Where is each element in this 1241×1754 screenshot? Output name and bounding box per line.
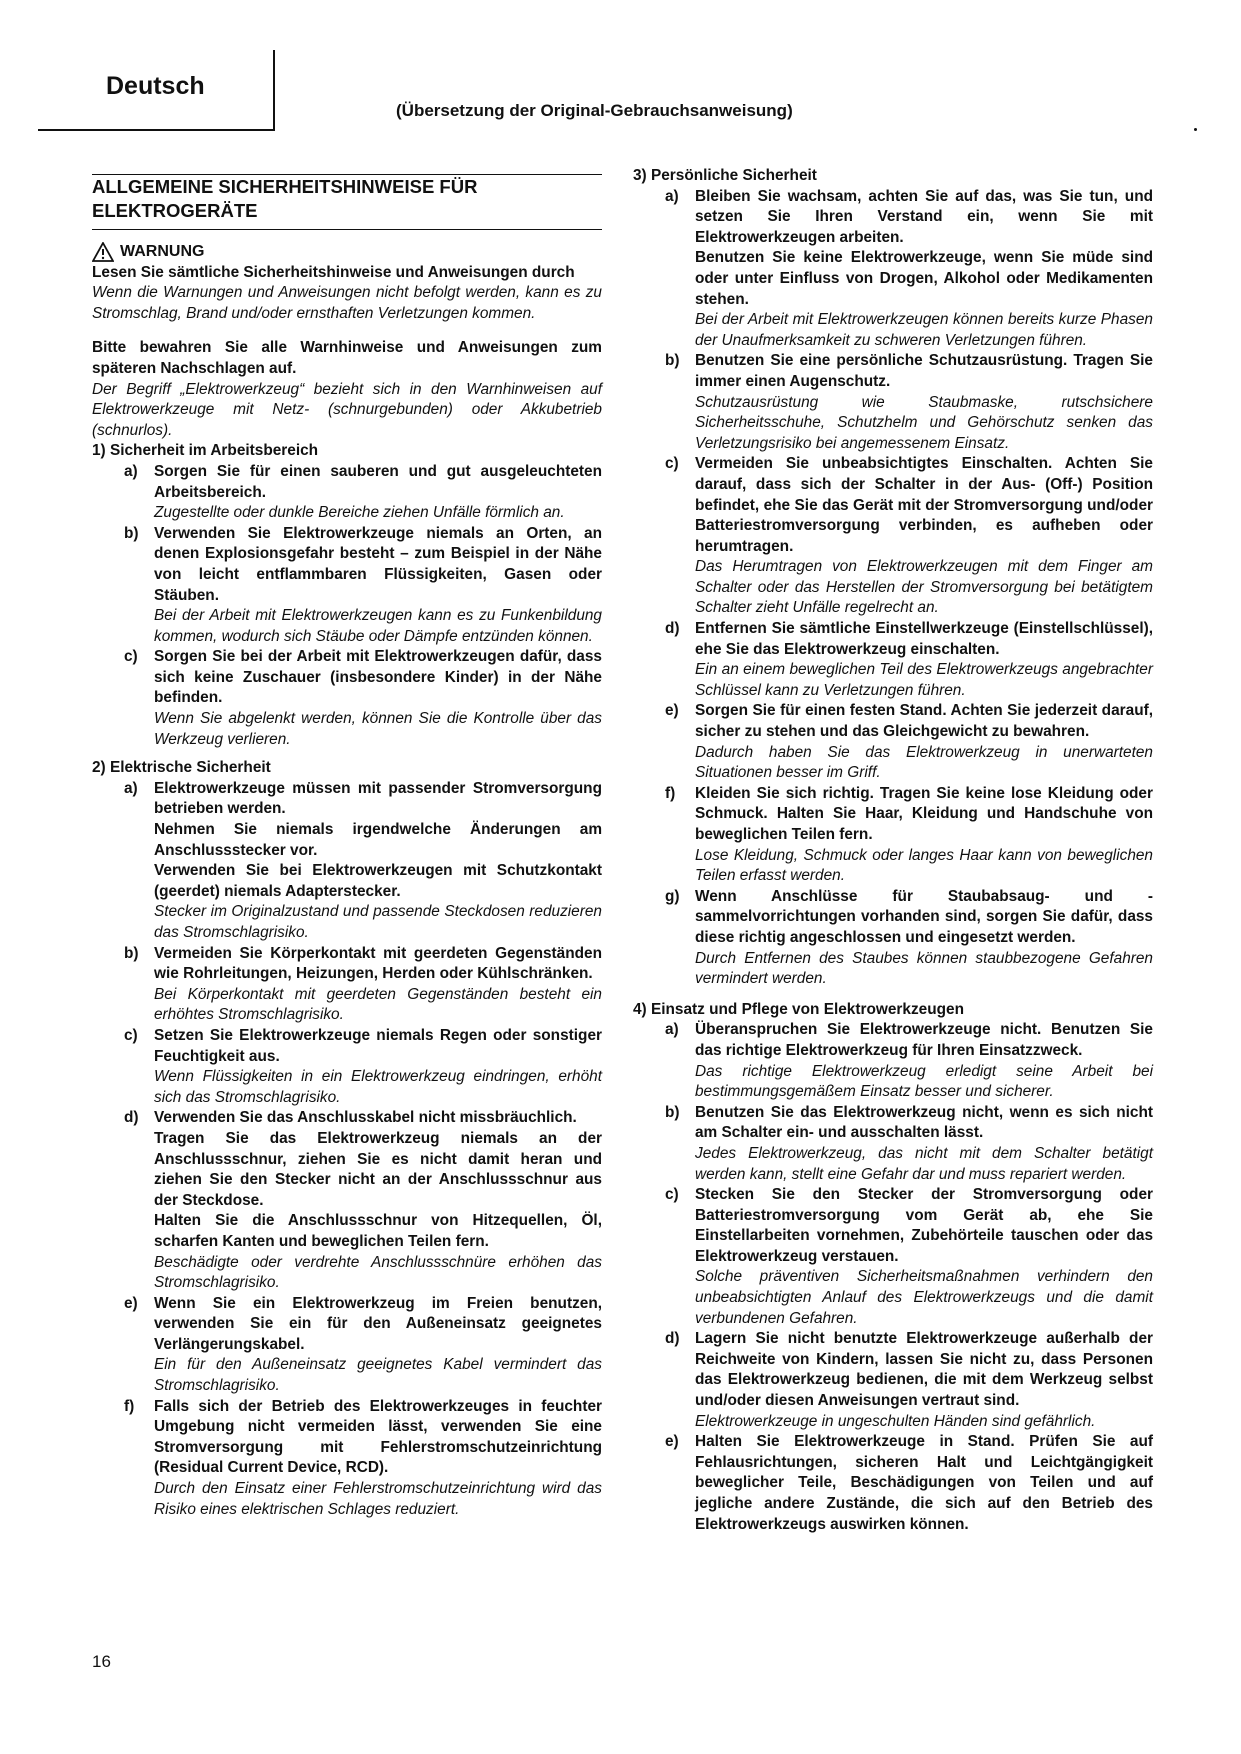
warning-heading — [92, 242, 602, 263]
section-title: ALLGEMEINE SICHERHEITSHINWEISE FÜR ELEKTROGERÄTE — [92, 174, 602, 230]
list-item: e) Halten Sie Elektrowerkzeuge in Stand. Prüfen Sie auf Fehlausrichtungen, sicheren Halt und Leichtgängigkeit beweglicher Teile, Beschädigungen von Teilen und auf jegliche andere Zustände, die sich auf den Betrieb des Elektrowerkzeugs auswirken können. — [665, 1433, 1153, 1533]
list-item: b) Benutzen Sie eine persönliche Schutzausrüstung. Tragen Sie immer einen Augenschutz. Schutzausrüstung wie Staubmaske, rutschsichere Sicherheitsschuhe, Schutzhelm und Gehörschutz senken das Verletzungsrisiko bei angemessenem Einsatz. — [665, 352, 1153, 452]
section-heading: 4) Einsatz und Pflege von Elektrowerkzeugen — [633, 1000, 964, 1018]
list-item: c) Stecken Sie den Stecker der Stromversorgung oder Batteriestromversorgung vom Gerät ab, ehe Sie Einstellarbeiten vornehmen, Zubehörteile tauschen oder das Elektrowerkzeug verstauen. Solche präventiven Sicherheitsmaßnahmen verhindern den unbeabsichtigten Anlauf des Elektrowerkzeugs und die damit verbundenen Gefahren. — [665, 1186, 1153, 1327]
language-label: Deutsch — [106, 72, 205, 100]
list-item: a) Elektrowerkzeuge müssen mit passender Stromversorgung betrieben werden. Nehmen Sie niemals irgendwelche Änderungen am Anschlussstecker vor. Verwenden Sie bei Elektrowerkzeugen mit Schutzkontakt (geerdet) niemals Adapterstecker. Stecker im Originalzustand und passende Steckdosen reduzieren das Stromschlagrisiko. — [124, 779, 602, 941]
list-item: e) Wenn Sie ein Elektrowerkzeug im Freien benutzen, verwenden Sie ein für den Außeneinsatz geeignetes Verlängerungskabel. Ein für den Außeneinsatz geeignetes Kabel vermindert das Stromschlagrisiko. — [124, 1294, 602, 1395]
warning-italic-text: Wenn die Warnungen und Anweisungen nicht befolgt werden, kann es zu Stromschlag, Brand und/oder ernsthaften Verletzungen kommen. — [92, 284, 602, 322]
list-item: c) Sorgen Sie bei der Arbeit mit Elektrowerkzeugen dafür, dass sich keine Zuschauer (insbesondere Kinder) in der Nähe befinden. Wenn Sie abgelenkt werden, können Sie die Kontrolle über das Werkzeug verlieren. — [124, 648, 602, 748]
document-subtitle: (Übersetzung der Original-Gebrauchsanweisung) — [396, 101, 793, 120]
list-item: d) Verwenden Sie das Anschlusskabel nicht missbräuchlich. Tragen Sie das Elektrowerkzeug niemals an der Anschlussschnur, ziehen Sie es nicht damit heran und ziehen Sie den Stecker nicht an der Anschlussschnur aus der Steckdose. Halten Sie die Anschlussschnur von Hitzequellen, Öl, scharfen Kanten und beweglichen Teilen fern. Beschädigte oder verdrehte Anschlussschnüre erhöhen das Stromschlagrisiko. — [124, 1109, 602, 1292]
section-heading: 3) Persönliche Sicherheit — [633, 167, 817, 184]
list-item: c) Vermeiden Sie unbeabsichtigtes Einschalten. Achten Sie darauf, dass sich der Schalter in der Aus- (Off-) Position befindet, ehe Sie das Gerät mit der Stromversorgung und/oder Batteriestromversorgung verbinden, es aufheben oder herumtragen. Das Herumtragen von Elektrowerkzeugen mit dem Finger am Schalter oder das Herstellen der Stromversorgung bei betätigtem Schalter zieht Unfälle regelrecht an. — [665, 455, 1153, 617]
list-item: d) Entfernen Sie sämtliche Einstellwerkzeuge (Einstellschlüssel), ehe Sie das Elektrowerkzeug einschalten. Ein an einem beweglichen Teil des Elektrowerkzeugs angebrachter Schlüssel kann zu Verletzungen führen. — [665, 620, 1153, 699]
list-item: b) Benutzen Sie das Elektrowerkzeug nicht, wenn es sich nicht am Schalter ein- und ausschalten lässt. Jedes Elektrowerkzeug, das nicht mit dem Schalter betätigt werden kann, stellt eine Gefahr dar und muss repariert werden. — [665, 1103, 1153, 1183]
section-heading: 1) Sicherheit im Arbeitsbereich — [92, 442, 319, 460]
list-item: d) Lagern Sie nicht benutzte Elektrowerkzeuge außerhalb der Reichweite von Kindern, lassen Sie nicht zu, dass Personen das Elektrowerkzeug bedienen, die mit dem Werkzeug selbst und/oder diesen Anweisungen vertraut sind. Elektrowerkzeuge in ungeschulten Händen sind gefährlich. — [665, 1330, 1153, 1430]
list-item: a) Bleiben Sie wachsam, achten Sie auf das, was Sie tun, und setzen Sie Ihren Verstand ein, wenn Sie mit Elektrowerkzeugen arbeiten. Benutzen Sie keine Elektrowerkzeuge, wenn Sie müde sind oder unter Einfluss von Drogen, Alkohol oder Medikamenten stehen. Bei der Arbeit mit Elektrowerkzeugen können bereits kurze Phasen der Unaufmerksamkeit zu schweren Verletzungen führen. — [665, 187, 1153, 349]
list-item: b) Vermeiden Sie Körperkontakt mit geerdeten Gegenständen wie Rohrleitungen, Heizungen, Herden oder Kühlschränken. Bei Körperkontakt mit geerdeten Gegenständen besteht ein erhöhtes Stromschlagrisiko. — [124, 944, 602, 1024]
warning-triangle-icon — [92, 242, 114, 262]
list-item: c) Setzen Sie Elektrowerkzeuge niemals Regen oder sonstiger Feuchtigkeit aus. Wenn Flüssigkeiten in ein Elektrowerkzeug eindringen, erhöht sich das Stromschlagrisiko. — [124, 1026, 602, 1106]
left-column — [92, 174, 602, 1520]
page-number: 16 — [92, 1652, 111, 1671]
list-item: a) Überanspruchen Sie Elektrowerkzeuge nicht. Benutzen Sie das richtige Elektrowerkzeug für Ihren Einsatzzweck. Das richtige Elektrowerkzeug erledigt seine Arbeit bei bestimmungsgemäßem Einsatz besser und sicherer. — [665, 1021, 1153, 1101]
warning-label: WARNUNG — [120, 243, 205, 260]
list-item: f) Kleiden Sie sich richtig. Tragen Sie keine lose Kleidung oder Schmuck. Halten Sie Haar, Kleidung und Handschuhe von beweglichen Teilen fern. Lose Kleidung, Schmuck oder langes Haar kann von beweglichen Teilen erfasst werden. — [665, 784, 1153, 885]
keep-bold-text: Bitte bewahren Sie alle Warnhinweise und Anweisungen zum späteren Nachschlagen auf. — [92, 339, 602, 377]
list-item: e) Sorgen Sie für einen festen Stand. Achten Sie jederzeit darauf, sicher zu stehen und das Gleichgewicht zu bewahren. Dadurch haben Sie das Elektrowerkzeug in unerwarteten Situationen besser im Griff. — [665, 702, 1153, 782]
list-item: a) Sorgen Sie für einen sauberen und gut ausgeleuchteten Arbeitsbereich. Zugestellte oder dunkle Bereiche ziehen Unfälle förmlich an. — [124, 462, 602, 522]
list-item: b) Verwenden Sie Elektrowerkzeuge niemals an Orten, an denen Explosionsgefahr besteht – zum Beispiel in der Nähe von leicht entflammbaren Flüssigkeiten, Gasen oder Stäuben. Bei der Arbeit mit Elektrowerkzeugen kann es zu Funkenbildung kommen, wodurch sich Stäube oder Dämpfe entzünden können. — [124, 524, 602, 645]
list-item: f) Falls sich der Betrieb des Elektrowerkzeuges in feuchter Umgebung nicht vermeiden lässt, verwenden Sie eine Stromversorgung mit Fehlerstromschutzeinrichtung (Residual Current Device, RCD). Durch den Einsatz einer Fehlerstromschutzeinrichtung wird das Risiko eines elektrischen Schlages reduziert. — [124, 1397, 602, 1518]
right-column — [633, 166, 1153, 1535]
warning-bold-text: Lesen Sie sämtliche Sicherheitshinweise und Anweisungen durch — [92, 263, 575, 281]
list-item: g) Wenn Anschlüsse für Staubabsaug- und -sammelvorrichtungen vorhanden sind, sorgen Sie dafür, dass diese richtig angeschlossen und eingesetzt werden. Durch Entfernen des Staubes können staubbezogene Gefahren vermindert werden. — [665, 887, 1153, 988]
page-dot — [1194, 128, 1197, 131]
keep-italic-text: Der Begriff „Elektrowerkzeug“ bezieht sich in den Warnhinweisen auf Elektrowerkzeuge mit Netz- (schnurgebunden) oder Akkubetrieb (schnurlos). — [92, 380, 602, 439]
language-tab — [38, 50, 275, 131]
section-heading: 2) Elektrische Sicherheit — [92, 759, 271, 777]
